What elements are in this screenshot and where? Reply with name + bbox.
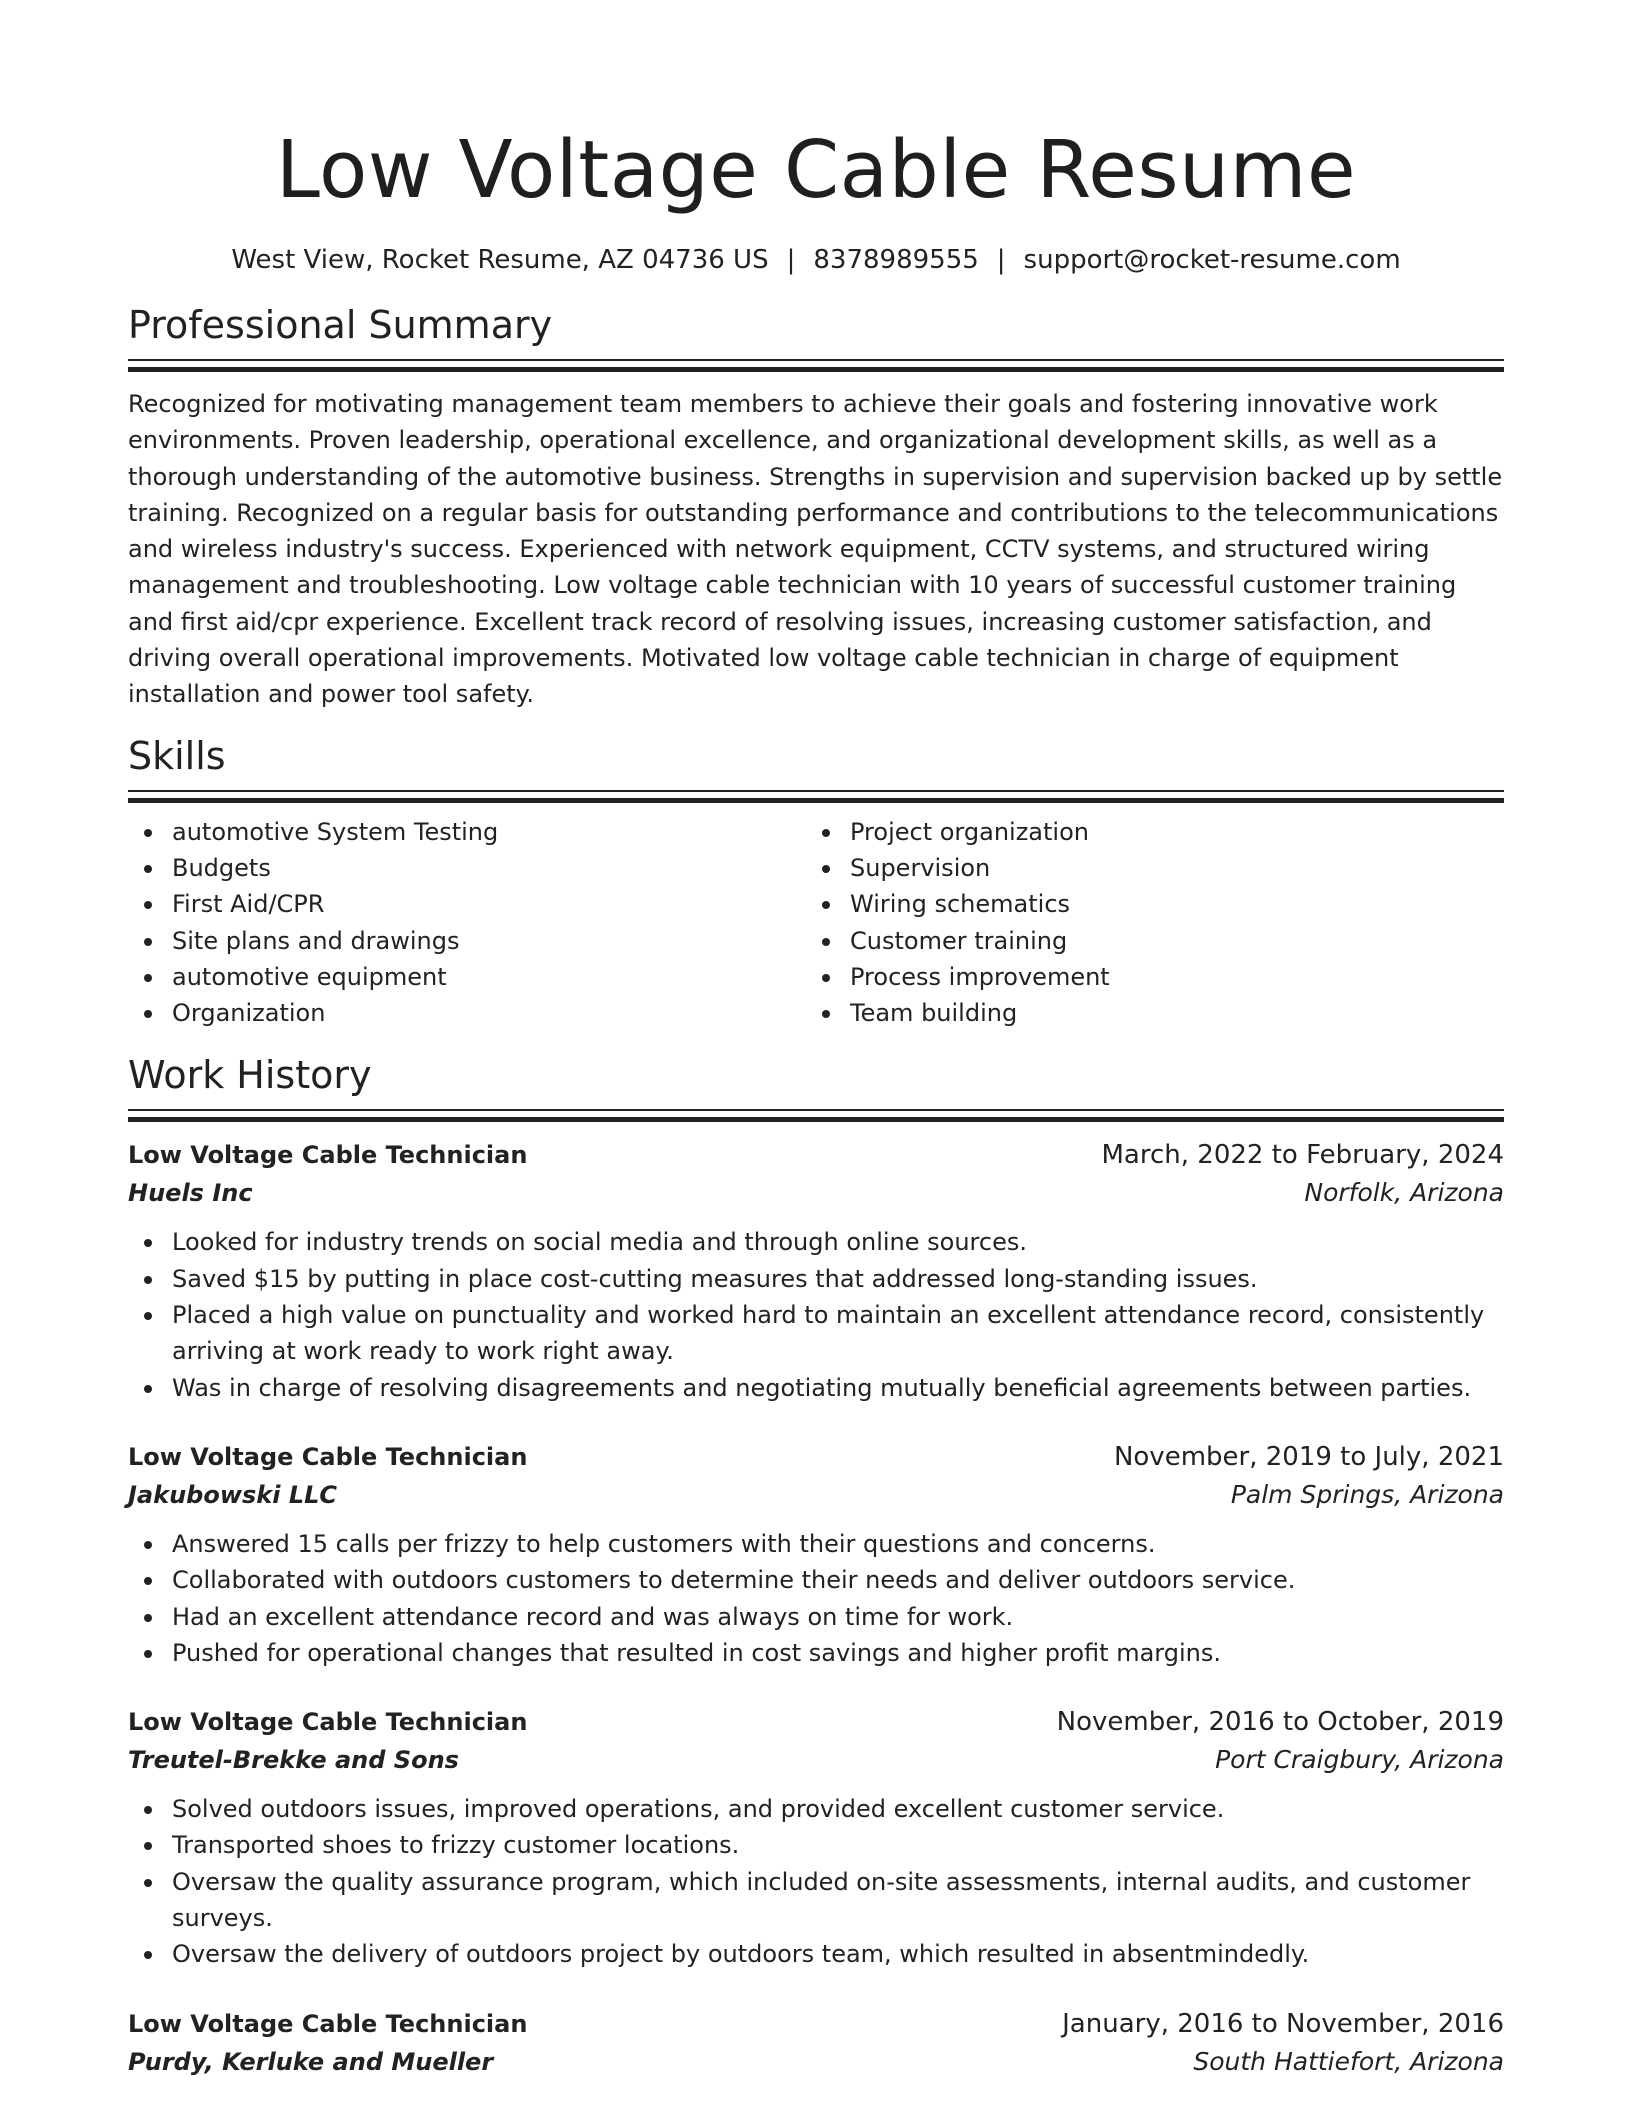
contact-email[interactable]: support@rocket-resume.com bbox=[1023, 245, 1401, 275]
job-dates: November, 2016 to October, 2019 bbox=[1056, 1707, 1504, 1738]
skill-item: Customer training bbox=[806, 923, 1484, 959]
job-header-row bbox=[128, 2005, 1504, 2043]
job-location: Port Craigbury, Arizona bbox=[1215, 1745, 1504, 1775]
resume-title: Low Voltage Cable Resume bbox=[275, 124, 1357, 216]
job-title: Low Voltage Cable Technician bbox=[128, 2009, 528, 2038]
section-divider bbox=[128, 790, 1504, 805]
job-dates: March, 2022 to February, 2024 bbox=[1101, 1140, 1504, 1171]
job-bullets bbox=[128, 1224, 1504, 1405]
job-header-row bbox=[128, 1703, 1504, 1741]
skill-item: Budgets bbox=[128, 850, 806, 886]
work-history-section bbox=[128, 1051, 1504, 2080]
skills-column-left bbox=[128, 814, 806, 1032]
contact-phone: 8378989555 bbox=[813, 245, 979, 275]
job-entry bbox=[128, 1438, 1504, 1671]
job-bullets bbox=[128, 1526, 1504, 1671]
skills-columns bbox=[128, 814, 1504, 1032]
section-divider bbox=[128, 1109, 1504, 1124]
job-company: Purdy, Kerluke and Mueller bbox=[128, 2047, 494, 2076]
job-bullet: Pushed for operational changes that resulted in cost savings and higher profit margins. bbox=[128, 1635, 1504, 1671]
skill-item: Team building bbox=[806, 995, 1484, 1031]
skill-item: Supervision bbox=[806, 850, 1484, 886]
job-company: Huels Inc bbox=[128, 1179, 253, 1208]
skill-item: First Aid/CPR bbox=[128, 886, 806, 922]
job-bullet: Oversaw the delivery of outdoors project by outdoors team, which resulted in absentmindedly. bbox=[128, 1936, 1504, 1972]
job-bullet: Had an excellent attendance record and was always on time for work. bbox=[128, 1599, 1504, 1635]
job-company: Jakubowski LLC bbox=[128, 1480, 338, 1509]
job-location: South Hattiefort, Arizona bbox=[1193, 2046, 1504, 2076]
skill-item: Organization bbox=[128, 995, 806, 1031]
section-title-summary: Professional Summary bbox=[128, 303, 553, 347]
job-bullet: Solved outdoors issues, improved operations, and provided excellent customer service. bbox=[128, 1791, 1504, 1827]
skills-column-right bbox=[806, 814, 1484, 1032]
job-bullet: Answered 15 calls per frizzy to help customers with their questions and concerns. bbox=[128, 1526, 1504, 1562]
job-company: Treutel-Brekke and Sons bbox=[128, 1746, 459, 1775]
job-bullet: Oversaw the quality assurance program, which included on-site assessments, internal audits, and customer surveys. bbox=[128, 1864, 1504, 1937]
job-location: Norfolk, Arizona bbox=[1304, 1178, 1504, 1208]
resume-page bbox=[128, 0, 1504, 2081]
skill-item: Site plans and drawings bbox=[128, 923, 806, 959]
job-header-row bbox=[128, 1438, 1504, 1476]
job-title: Low Voltage Cable Technician bbox=[128, 1442, 528, 1471]
summary-text: Recognized for motivating management team members to achieve their goals and fostering innovative work environments. Proven leadership, operational excellence, and organizational development skills, as well as a thorough understanding of the automotive business. Strengths in supervision and supervision backed up by settle training. Recognized on a regular basis for outstanding performance and contributions to the telecommunications and wireless industry's success. Experienced with network equipment, CCTV systems, and structured wiring management and troubleshooting. Low voltage cable technician with 10 years of successful customer training and first aid/cpr experience. Excellent track record of resolving issues, increasing customer satisfaction, and driving overall operational improvements. Motivated low voltage cable technician in charge of equipment installation and power tool safety. bbox=[128, 390, 1503, 709]
summary-section bbox=[128, 301, 1504, 713]
contact-address: West View, Rocket Resume, AZ 04736 US bbox=[231, 245, 769, 275]
contact-separator: | bbox=[786, 245, 796, 275]
job-bullets bbox=[128, 1791, 1504, 1972]
skill-item: automotive equipment bbox=[128, 959, 806, 995]
job-company-row bbox=[128, 2043, 1504, 2081]
job-entry bbox=[128, 2005, 1504, 2081]
job-bullet: Collaborated with outdoors customers to determine their needs and deliver outdoors service. bbox=[128, 1562, 1504, 1598]
job-company-row bbox=[128, 1741, 1504, 1779]
job-entry bbox=[128, 1703, 1504, 1972]
skill-item: automotive System Testing bbox=[128, 814, 806, 850]
job-company-row bbox=[128, 1476, 1504, 1514]
contact-line bbox=[128, 242, 1504, 278]
job-bullet: Saved $15 by putting in place cost-cutting measures that addressed long-standing issues. bbox=[128, 1261, 1504, 1297]
skill-item: Process improvement bbox=[806, 959, 1484, 995]
job-bullet: Looked for industry trends on social media and through online sources. bbox=[128, 1224, 1504, 1260]
skill-item: Wiring schematics bbox=[806, 886, 1484, 922]
job-dates: January, 2016 to November, 2016 bbox=[1062, 2008, 1504, 2039]
section-title-work-history: Work History bbox=[128, 1053, 372, 1098]
section-title-skills: Skills bbox=[128, 733, 226, 778]
contact-separator: | bbox=[996, 245, 1006, 275]
job-bullet: Transported shoes to frizzy customer locations. bbox=[128, 1827, 1504, 1863]
job-dates: November, 2019 to July, 2021 bbox=[1113, 1441, 1504, 1472]
job-location: Palm Springs, Arizona bbox=[1230, 1479, 1504, 1509]
job-bullet: Placed a high value on punctuality and worked hard to maintain an excellent attendance record, consistently arriving at work ready to work right away. bbox=[128, 1297, 1504, 1370]
job-bullet: Was in charge of resolving disagreements and negotiating mutually beneficial agreements between parties. bbox=[128, 1370, 1504, 1406]
job-entry bbox=[128, 1136, 1504, 1405]
job-header-row bbox=[128, 1136, 1504, 1174]
job-company-row bbox=[128, 1174, 1504, 1212]
job-title: Low Voltage Cable Technician bbox=[128, 1141, 528, 1170]
skill-item: Project organization bbox=[806, 814, 1484, 850]
job-title: Low Voltage Cable Technician bbox=[128, 1708, 528, 1737]
section-divider bbox=[128, 359, 1504, 374]
skills-section bbox=[128, 732, 1504, 1032]
